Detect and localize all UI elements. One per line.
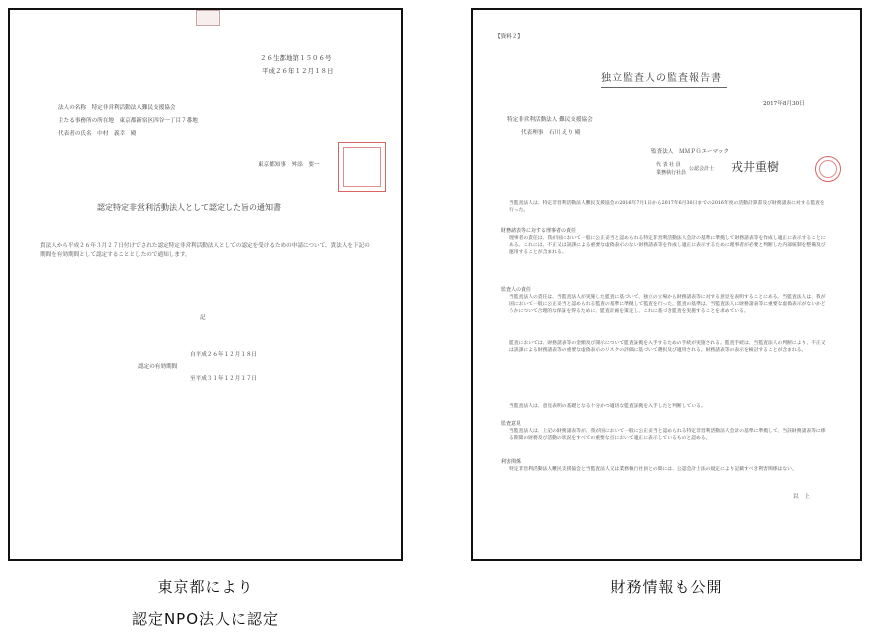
section-1-heading: 財務諸表等に対する理事者の責任 [501, 228, 577, 234]
auditor-seal [815, 156, 841, 182]
addressee-organization: 特定非営利活動法人 難民支援協会 [507, 117, 593, 123]
period-to: 至平成３１年１２月１７日 [190, 376, 258, 382]
section-1-body: 理事者の責任は、我が国において一般に公正妥当と認められる特定非営利活動法人会計の基準に準拠して財務諸表等を作成し適正に表示することにある。これには、不正又は誤謬による重要な虚偽表示のない財務諸表等を作成し適正に表示するために理事者が必要と判断した内部統制を整備及び運用することが含まれる。 [509, 236, 826, 256]
notice-title: 認定特定非営利活動法人として認定した旨の通知書 [97, 203, 281, 212]
report-date: 2017年8月30日 [763, 101, 805, 107]
title-underline [601, 87, 727, 88]
tokyo-certification-notice [8, 8, 403, 561]
auditor-signature: 戎井重樹 [731, 160, 780, 174]
governor-seal [338, 142, 386, 192]
organization-address: 主たる事務所の所在地 東京都新宿区四谷一丁目７番地 [58, 118, 198, 124]
period-label: 認定の有効期間 [138, 364, 178, 370]
section-4-heading: 利害関係 [501, 459, 522, 465]
auditor-title: 公認会計士 [689, 166, 715, 172]
organization-representative: 代表者の氏名 中村 義幸 殿 [58, 131, 137, 137]
issuer-name: 東京都知事 舛添 要一 [258, 162, 320, 168]
report-title: 独立監査人の監査報告書 [601, 73, 722, 84]
audit-intro: 当監査法人は、特定非営利活動法人難民支援協会の2016年7月1日から2017年6月30日までの2016年度の活動計算書及び財務諸表に対する監査を行った。 [509, 201, 825, 214]
independent-audit-report [471, 8, 862, 561]
top-seal-stamp [196, 10, 220, 26]
section-2-body-2: 監査においては、財務諸表等の金額及び開示について監査証拠を入手するための手続が実施される。監査手続は、当監査法人の判断により、不正又は誤謬による財務諸表等の重要な虚偽表示のリスクの評価に基づいて選択及び適用される。財務諸表等の表示を検討することが含まれる。 [509, 341, 826, 354]
addressee-representative: 代表理事 石川 えり 殿 [521, 130, 581, 136]
audit-firm: 監査法人 ＭＭＰＧエーマック [651, 149, 730, 155]
end-mark: 以 上 [793, 494, 810, 500]
section-2-body: 当監査法人の責任は、当監査法人が実施した監査に基づいて、独立の立場から財務諸表等に対する意見を表明することにある。当監査法人は、我が国において一般に公正妥当と認められる監査の基準に準拠して監査を行った。監査の基準は、当監査法人に財務諸表等に重要な虚偽表示がないかどうかについて合理的な保証を得るために、監査計画を策定し、これに基づき監査を実施することを求めている。 [509, 295, 826, 315]
document-number: ２６生都地第１５０６号 [260, 54, 332, 62]
section-2-heading: 監査人の責任 [501, 287, 532, 293]
organization-name: 法人の名称 特定非営利活動法人難民支援協会 [58, 105, 176, 111]
auditor-role-1: 代 表 社 員 [656, 162, 681, 168]
left-caption-line-2: 認定NPO法人に認定 [131, 610, 280, 628]
section-4-body: 特定非営利活動法人難民支援協会と当監査法人又は業務執行社員との間には、公認会計士法の規定により記載すべき利害関係はない。 [509, 467, 797, 472]
document-date: 平成２６年１２月１８日 [262, 67, 334, 75]
ki-mark: 記 [200, 315, 206, 321]
notice-body: 貴法人から平成２６年３月２７日付けでされた認定特定非営利活動法人としての認定を受けるための申請について、貴法人を下記の期間を有効期間として認定することとしたので通知します。 [40, 243, 370, 258]
left-caption-line-1: 東京都により [157, 578, 254, 596]
section-3-heading: 監査意見 [501, 421, 522, 427]
right-caption-line-1: 財務情報も公開 [610, 578, 723, 596]
auditor-role-2: 業務執行社員 [656, 170, 687, 176]
period-from: 自平成２６年１２月１８日 [190, 352, 258, 358]
section-2-body-3: 当監査法人は、意見表明の基礎となる十分かつ適切な監査証拠を入手したと判断している。 [509, 404, 706, 409]
material-tag: 【資料２】 [495, 34, 523, 40]
section-3-body: 当監査法人は、上記の財務諸表等が、我が国において一般に公正妥当と認められる特定非営利活動法人会計の基準に準拠して、当該財務諸表等に係る期間の財務及び活動の状況をすべての重要な点において適正に表示しているものと認める。 [509, 429, 826, 442]
